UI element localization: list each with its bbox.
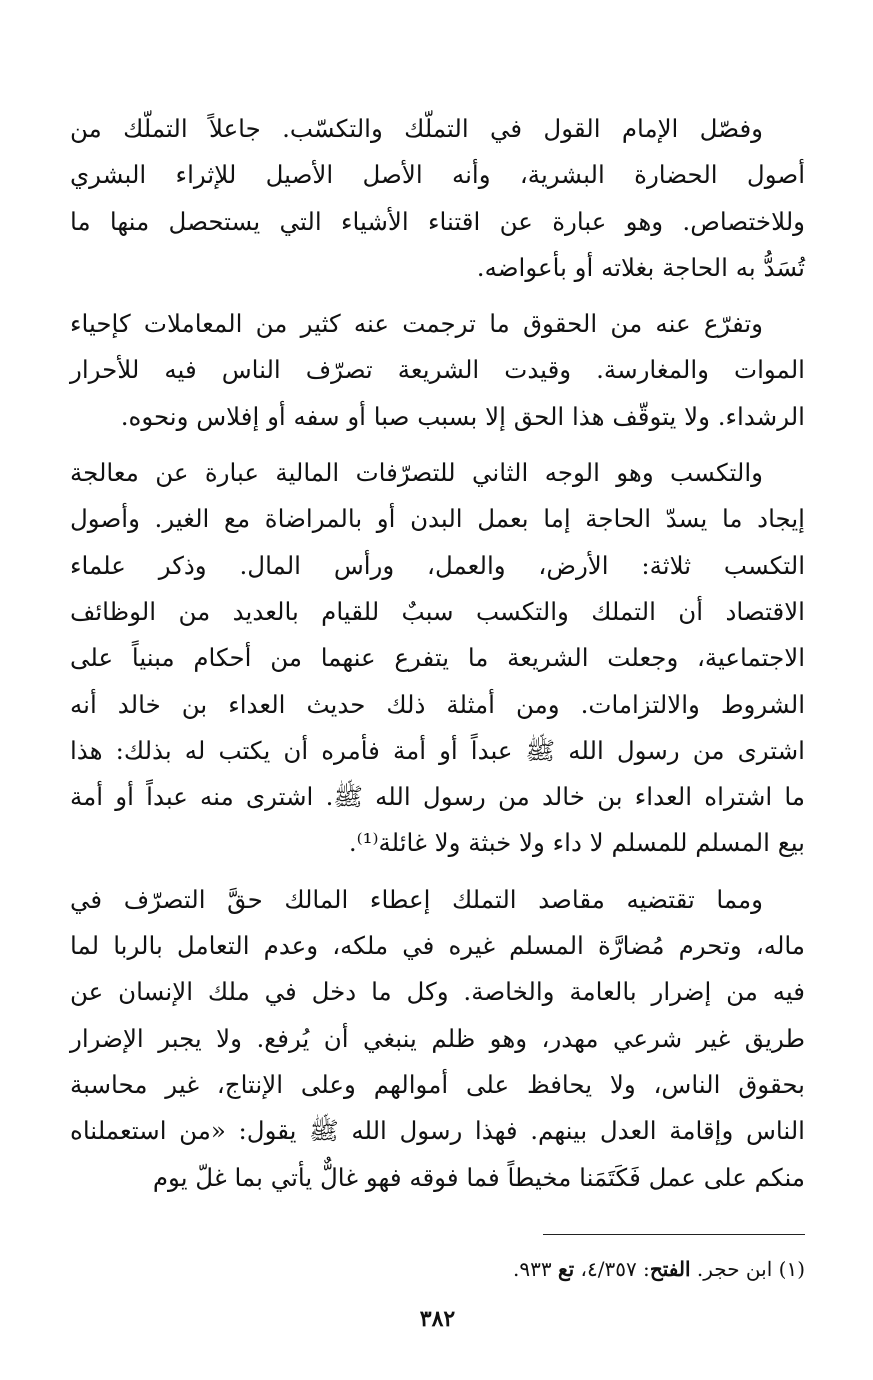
text-line: اشترى من رسول الله ﷺ عبداً أو أمة فأمره أن يكتب له بذلك: هذا xyxy=(70,735,805,765)
text-line: والتكسب وهو الوجه الثاني للتصرّفات المالية عبارة عن معالجة xyxy=(70,458,763,488)
footnote-work: الفتح xyxy=(649,1257,691,1281)
text-line: ماله، وتحرم مُضارَّة المسلم غيره في ملكه، وعدم التعامل بالربا لما xyxy=(70,931,805,961)
footnote xyxy=(70,1254,805,1284)
text-line: بيع المسلم للمسلم لا داء ولا خبثة ولا غائلة⁽¹⁾. xyxy=(348,828,805,858)
text-line: بحقوق الناس، ولا يحافظ على أموالهم وعلى الإنتاج، غير محاسبة xyxy=(70,1069,805,1099)
page-number: ٣٨٢ xyxy=(419,1306,456,1332)
footnote-marker: (١) xyxy=(778,1257,805,1281)
footnote-ref: : ٤/٣٥٧، xyxy=(580,1257,650,1281)
paragraph-gap xyxy=(70,440,805,450)
text-line: طريق غير شرعي مهدر، وهو ظلم ينبغي أن يُرفع. ولا يجبر الإضرار xyxy=(70,1023,805,1053)
text-line: منكم على عمل فَكَتَمَنا مخيطاً فما فوقه فهو غالٌّ يأتي بما غلّ يوم xyxy=(152,1162,805,1192)
book-page xyxy=(70,106,805,1376)
paragraph xyxy=(70,301,805,440)
paragraph xyxy=(70,877,805,1201)
text-line: الشروط والالتزامات. ومن أمثلة ذلك حديث العداء بن خالد أنه xyxy=(70,689,805,719)
footnote-number: ٩٣٣. xyxy=(512,1257,552,1281)
body-text xyxy=(70,106,805,1201)
paragraph-gap xyxy=(70,867,805,877)
footnote-divider xyxy=(543,1234,805,1235)
text-line: ما اشتراه العداء بن خالد من رسول الله ﷺ. اشترى منه عبداً أو أمة xyxy=(70,782,805,812)
footnote-author: ابن حجر. xyxy=(696,1257,773,1281)
text-line: وفصّل الإمام القول في التملّك والتكسّب. جاعلاً التملّك من xyxy=(70,114,763,143)
text-line: الناس وإقامة العدل بينهم. فهذا رسول الله ﷺ يقول: «من استعملناه xyxy=(70,1116,805,1146)
text-line: أصول الحضارة البشرية، وأنه الأصل الأصيل للإثراء البشري xyxy=(70,160,805,190)
text-line: الاقتصاد أن التملك والتكسب سببٌ للقيام بالعديد من الوظائف xyxy=(70,596,805,626)
text-line: ومما تقتضيه مقاصد التملك إعطاء المالك حقَّ التصرّف في xyxy=(70,884,763,914)
text-line: التكسب ثلاثة: الأرض، والعمل، ورأس المال. وذكر علماء xyxy=(70,550,805,580)
text-line: الاجتماعية، وجعلت الشريعة ما يتفرع عنهما من أحكام مبنياً على xyxy=(70,643,805,673)
text-line: وللاختصاص. وهو عبارة عن اقتناء الأشياء التي يستحصل منها ما xyxy=(70,206,805,236)
text-line: وتفرّع عنه من الحقوق ما ترجمت عنه كثير من المعاملات كإحياء xyxy=(70,309,763,339)
text-line: فيه من إضرار بالعامة والخاصة. وكل ما دخل في ملك الإنسان عن xyxy=(70,977,805,1007)
text-line: الرشداء. ولا يتوقّف هذا الحق إلا بسبب صبا أو سفه أو إفلاس ونحوه. xyxy=(120,401,805,431)
text-line: الموات والمغارسة. وقيدت الشريعة تصرّف الناس فيه للأحرار xyxy=(70,355,805,385)
footnote-ta: تع xyxy=(557,1257,575,1281)
paragraph xyxy=(70,450,805,867)
paragraph xyxy=(70,106,805,291)
text-line: إيجاد ما يسدّ الحاجة إما بعمل البدن أو بالمراضاة مع الغير. وأصول xyxy=(70,504,805,534)
paragraph-gap xyxy=(70,291,805,301)
text-line: تُسَدُّ به الحاجة بغلاته أو بأعواضه. xyxy=(476,252,805,282)
